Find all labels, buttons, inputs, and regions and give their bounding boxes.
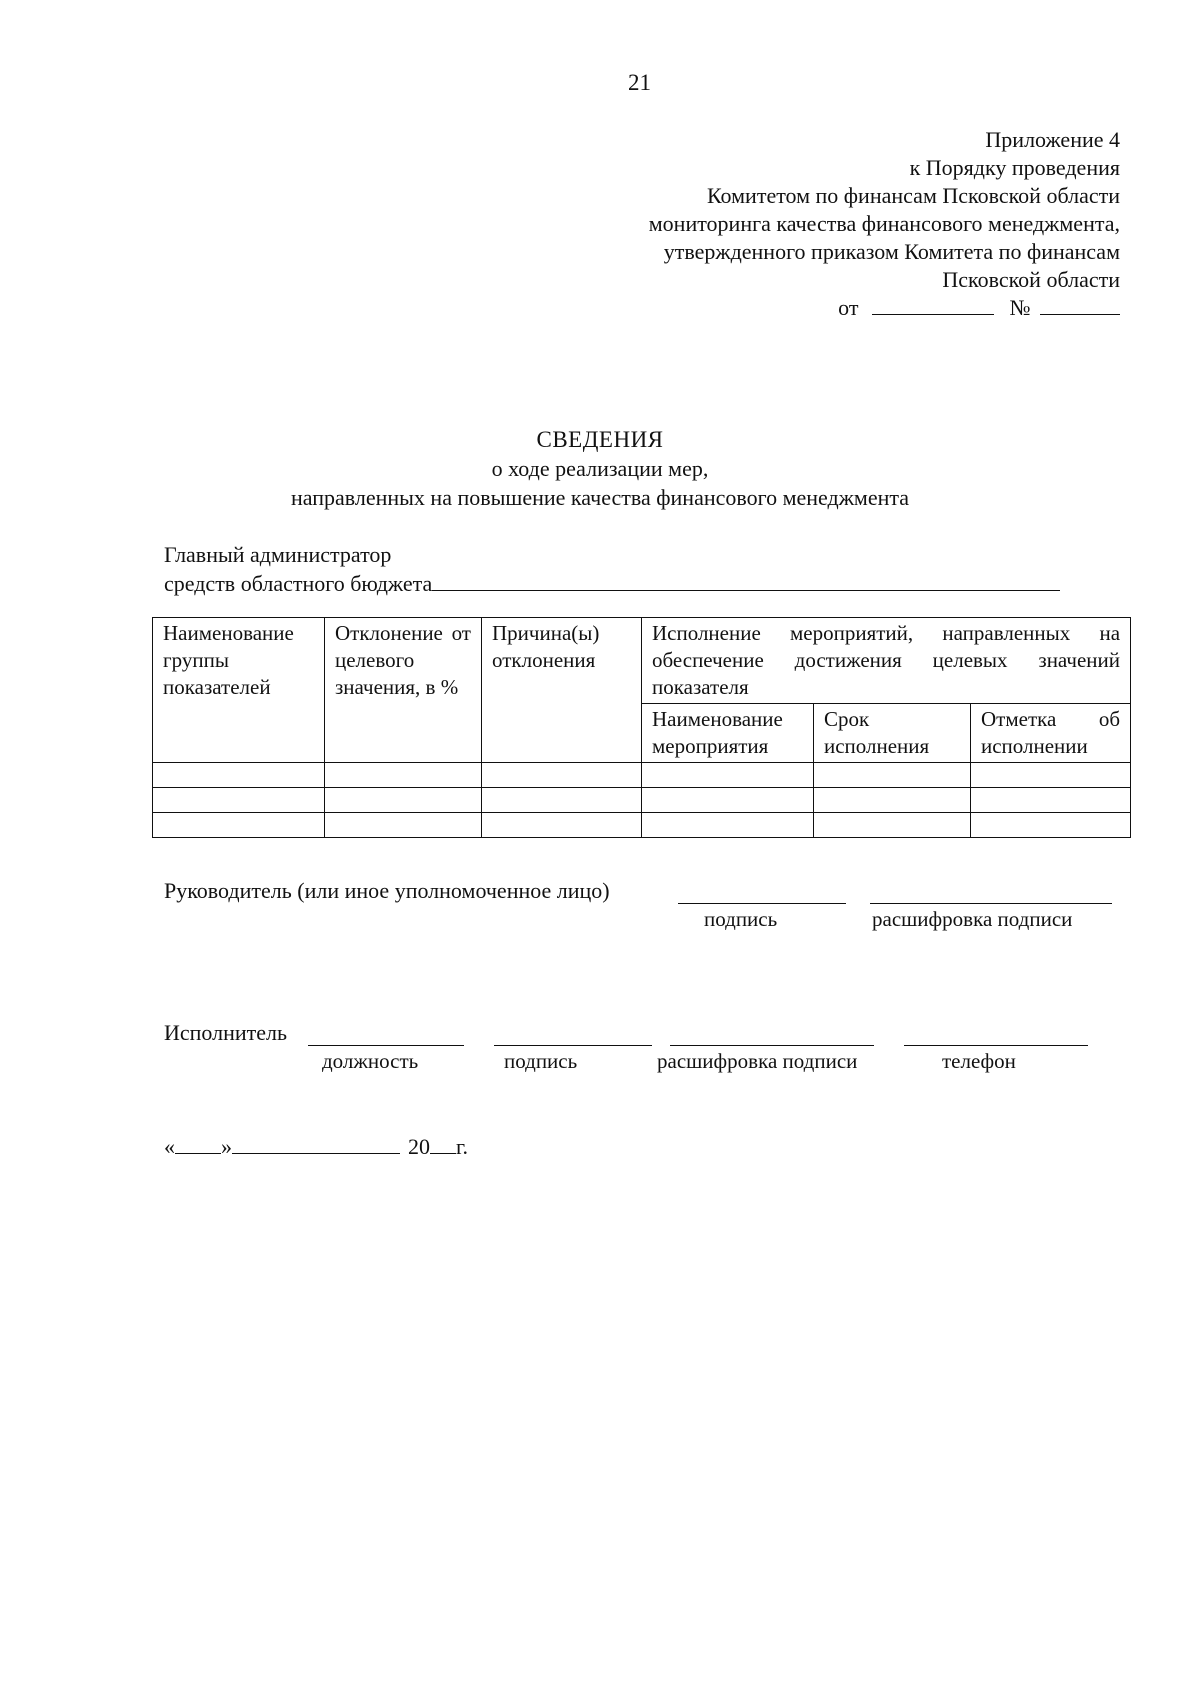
table-row (153, 813, 1131, 838)
date-year-blank[interactable] (430, 1133, 456, 1154)
administrator-line-1: Главный администратор (164, 542, 392, 567)
date-year-prefix: 20 (408, 1134, 430, 1159)
subheader-deadline: Срок исполнения (814, 704, 971, 763)
title-main: СВЕДЕНИЯ (536, 427, 664, 452)
executor-decoding-caption: расшифровка подписи (657, 1049, 858, 1073)
header-reason: Причина(ы) отклонения (482, 618, 642, 763)
table-header-row-1 (153, 618, 1131, 704)
executor-label: Исполнитель (164, 1020, 288, 1045)
table-cell[interactable] (325, 813, 482, 838)
subheader-completion-mark: Отметка об исполнении (971, 704, 1131, 763)
appendix-line-1: Приложение 4 (985, 127, 1120, 152)
title-line-1: о ходе реализации мер, (491, 456, 709, 481)
head-decoding-caption: расшифровка подписи (872, 907, 1073, 931)
table-cell[interactable] (814, 763, 971, 788)
head-signature-caption: подпись (704, 907, 778, 931)
table-cell[interactable] (325, 763, 482, 788)
number-label: № (1009, 295, 1031, 320)
executor-signature-line[interactable] (494, 1045, 652, 1046)
table-cell[interactable] (482, 763, 642, 788)
executor-position-line[interactable] (308, 1045, 464, 1046)
table-cell[interactable] (482, 788, 642, 813)
table-cell[interactable] (971, 813, 1131, 838)
number-blank[interactable] (1040, 294, 1120, 315)
appendix-line-3: Комитетом по финансам Псковской области (706, 183, 1120, 208)
date-year-suffix: г. (456, 1134, 469, 1159)
date-month-blank[interactable] (232, 1133, 400, 1154)
report-table (152, 617, 1131, 838)
table-cell[interactable] (642, 788, 814, 813)
administrator-line-2: средств областного бюджета (164, 571, 433, 596)
table-cell[interactable] (153, 763, 325, 788)
table-cell[interactable] (325, 788, 482, 813)
date-day-blank[interactable] (175, 1133, 221, 1154)
administrator-block (164, 540, 1060, 598)
head-signature-line[interactable] (678, 903, 846, 904)
table-cell[interactable] (642, 813, 814, 838)
header-deviation: Отклонение от целевого значения, в % (325, 618, 482, 763)
table-cell[interactable] (971, 788, 1131, 813)
document-title (0, 425, 1200, 512)
appendix-line-5: утвержденного приказом Комитета по финансам (663, 239, 1120, 264)
appendix-header (649, 126, 1120, 322)
appendix-date-number-line (649, 294, 1120, 322)
appendix-line-6: Псковской области (942, 267, 1120, 292)
header-group-name: Наименование группы показателей (153, 618, 325, 763)
from-label: от (838, 295, 859, 320)
table-row (153, 763, 1131, 788)
executor-phone-caption: телефон (942, 1049, 1016, 1073)
executor-position-caption: должность (322, 1049, 419, 1073)
appendix-line-2: к Порядку проведения (909, 155, 1120, 180)
executor-decoding-line[interactable] (670, 1045, 874, 1046)
title-line-2: направленных на повышение качества финансового менеджмента (290, 485, 910, 510)
header-execution: Исполнение мероприятий, направленных на обеспечение достижения целевых значений показателя (642, 618, 1131, 704)
executor-phone-line[interactable] (904, 1045, 1088, 1046)
table-cell[interactable] (642, 763, 814, 788)
date-blank[interactable] (872, 294, 994, 315)
date-open-quote: « (164, 1134, 175, 1159)
executor-signature-caption: подпись (504, 1049, 578, 1073)
appendix-line-4: мониторинга качества финансового менеджмента, (648, 211, 1120, 236)
date-close-quote: » (221, 1134, 232, 1159)
table-cell[interactable] (814, 813, 971, 838)
head-decoding-line[interactable] (870, 903, 1112, 904)
subheader-measure-name: Наименование мероприятия (642, 704, 814, 763)
administrator-blank[interactable] (432, 570, 1060, 591)
table-cell[interactable] (153, 813, 325, 838)
administrator-line-2-wrapper (164, 569, 1060, 598)
table-cell[interactable] (153, 788, 325, 813)
table-row (153, 788, 1131, 813)
head-signature-label: Руководитель (или иное уполномоченное лицо) (164, 878, 610, 903)
page-number: 21 (628, 70, 651, 95)
date-line (164, 1133, 468, 1160)
table-cell[interactable] (814, 788, 971, 813)
table-cell[interactable] (482, 813, 642, 838)
table-cell[interactable] (971, 763, 1131, 788)
